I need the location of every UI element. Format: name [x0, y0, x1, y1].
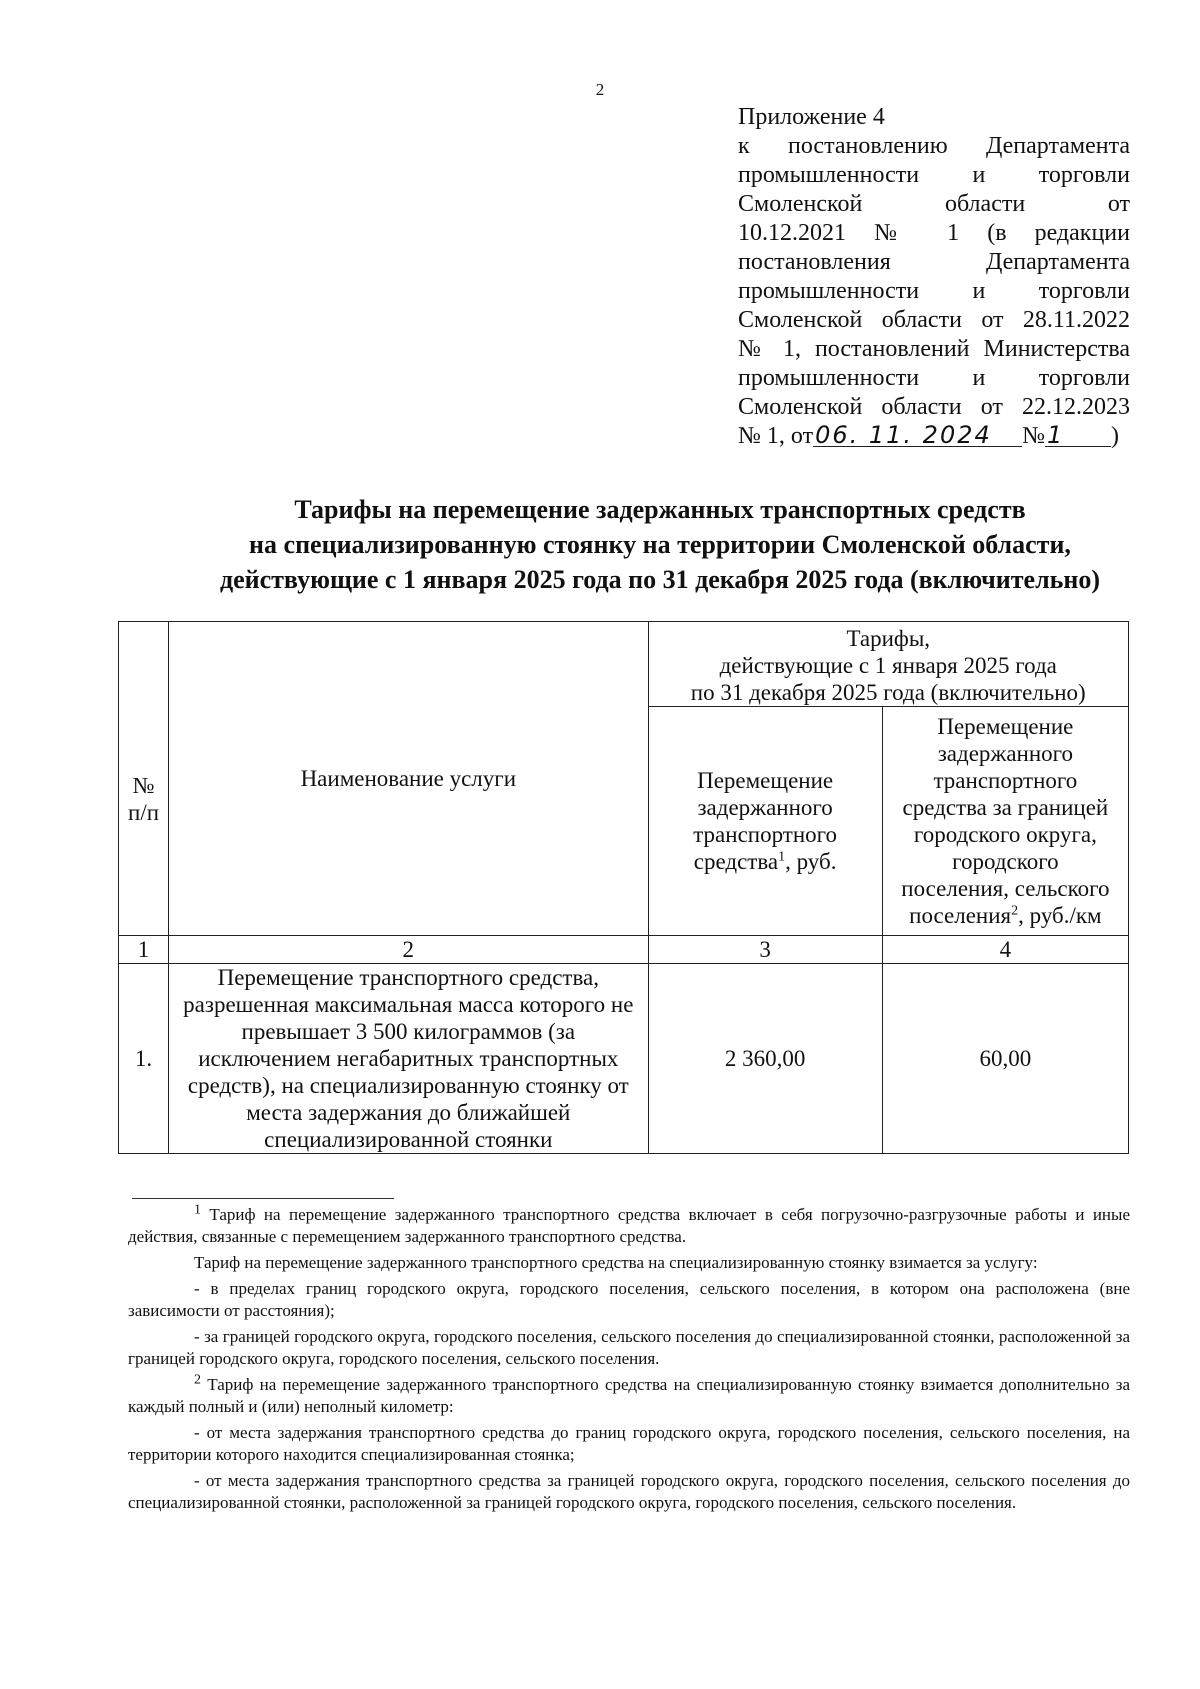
header-service-name: Наименование услуги	[169, 622, 648, 936]
footnote-divider	[132, 1198, 394, 1199]
handwritten-date: 06. 11. 2024	[813, 424, 1022, 447]
column-number: 4	[882, 936, 1128, 964]
closing-paren: )	[1110, 423, 1119, 449]
footnote: $^1$ Тариф на перемещение задержанного транспортного средства включает в себя погрузочно-разгрузочные работы и иные действия, связанные с перемещением задержанного транспортного средства.	[128, 1202, 1130, 1246]
column-number-row	[119, 936, 1129, 964]
table-row	[119, 964, 1129, 1154]
appendix-line: 10.12.2021 № 1 (в редакции	[738, 220, 1130, 246]
appendix-line: к постановлению Департамента	[738, 133, 1130, 159]
header-tariffs: Тарифы, действующие с 1 января 2025 года по 31 декабря 2025 года (включительно)	[648, 622, 1129, 707]
appendix-line: промышленности и торговли	[738, 278, 1130, 304]
title-line: Тарифы на перемещение задержанных транспортных средств	[294, 495, 1026, 524]
appendix-line: Смоленской области от	[738, 191, 1130, 217]
title-line: на специализированную стоянку на территории Смоленской области,	[249, 530, 1071, 559]
header-number: № п/п	[119, 622, 169, 936]
appendix-line: промышленности и торговли	[738, 365, 1130, 391]
appendix-line: Смоленской области от 28.11.2022	[738, 307, 1130, 333]
tariffs-table	[118, 621, 1129, 1154]
column-number: 3	[648, 936, 882, 964]
tariff-value: 2 360,00	[648, 964, 882, 1154]
appendix-line: постановления Департамента	[738, 249, 1130, 275]
appendix-line: промышленности и торговли	[738, 162, 1130, 188]
tariff-per-km-value: 60,00	[882, 964, 1128, 1154]
footnote: - в пределах границ городского округа, городского поселения, сельского поселения, в котором она расположена (вне зависимости от расстояния);	[128, 1279, 1130, 1320]
appendix-last-line	[738, 422, 1130, 451]
appendix-block	[738, 103, 1130, 451]
footnote: - за границей городского округа, городского поселения, сельского поселения до специализированной стоянки, расположенной за границей городского округа, городского поселения, сельского поселения.	[128, 1327, 1130, 1368]
header-col3: Перемещение задержанного транспортного средства$^1$, руб.	[648, 707, 882, 936]
document-title	[100, 492, 1200, 597]
table-header-row	[119, 622, 1129, 707]
footnotes	[128, 1204, 1130, 1518]
appendix-line: № 1, постановлений Министерства	[738, 336, 1130, 362]
footnote: - от места задержания транспортного средства до границ городского округа, городского поселения, сельского поселения, на территории которого находится специализированная стоянка;	[128, 1423, 1130, 1464]
footnote: $^2$ Тариф на перемещение задержанного транспортного средства на специализированную стоянку взимается дополнительно за каждый полный и (или) неполный километр:	[128, 1372, 1130, 1416]
column-number: 1	[119, 936, 169, 964]
appendix-line: Смоленской области от 22.12.2023	[738, 394, 1130, 420]
number-sign: №	[1022, 423, 1045, 449]
header-col4: Перемещение задержанного транспортного средства за границей городского округа, городского поселения, сельского поселения$^2$, руб./км	[882, 707, 1128, 936]
footnote: Тариф на перемещение задержанного транспортного средства на специализированную стоянку взимается за услугу:	[194, 1253, 1038, 1272]
page-number: 2	[595, 80, 605, 99]
footnote: - от места задержания транспортного средства за границей городского округа, городского поселения, сельского поселения до специализированной стоянки, расположенной за границей городского округа, городского поселения, сельского поселения.	[128, 1471, 1130, 1512]
appendix-line: Приложение 4	[738, 104, 885, 130]
title-line: действующие с 1 января 2025 года по 31 декабря 2025 года (включительно)	[219, 565, 1101, 594]
appendix-last-prefix: № 1, от	[738, 423, 814, 449]
column-number: 2	[169, 936, 648, 964]
service-name: Перемещение транспортного средства, разрешенная максимальная масса которого не превышает 3 500 килограммов (за исключением негабаритных транспортных средств), на специализированную стоянку от места задержания до ближайшей специализированной стоянки	[169, 964, 648, 1154]
handwritten-number: 1	[1045, 424, 1111, 447]
row-number: 1.	[119, 964, 169, 1154]
